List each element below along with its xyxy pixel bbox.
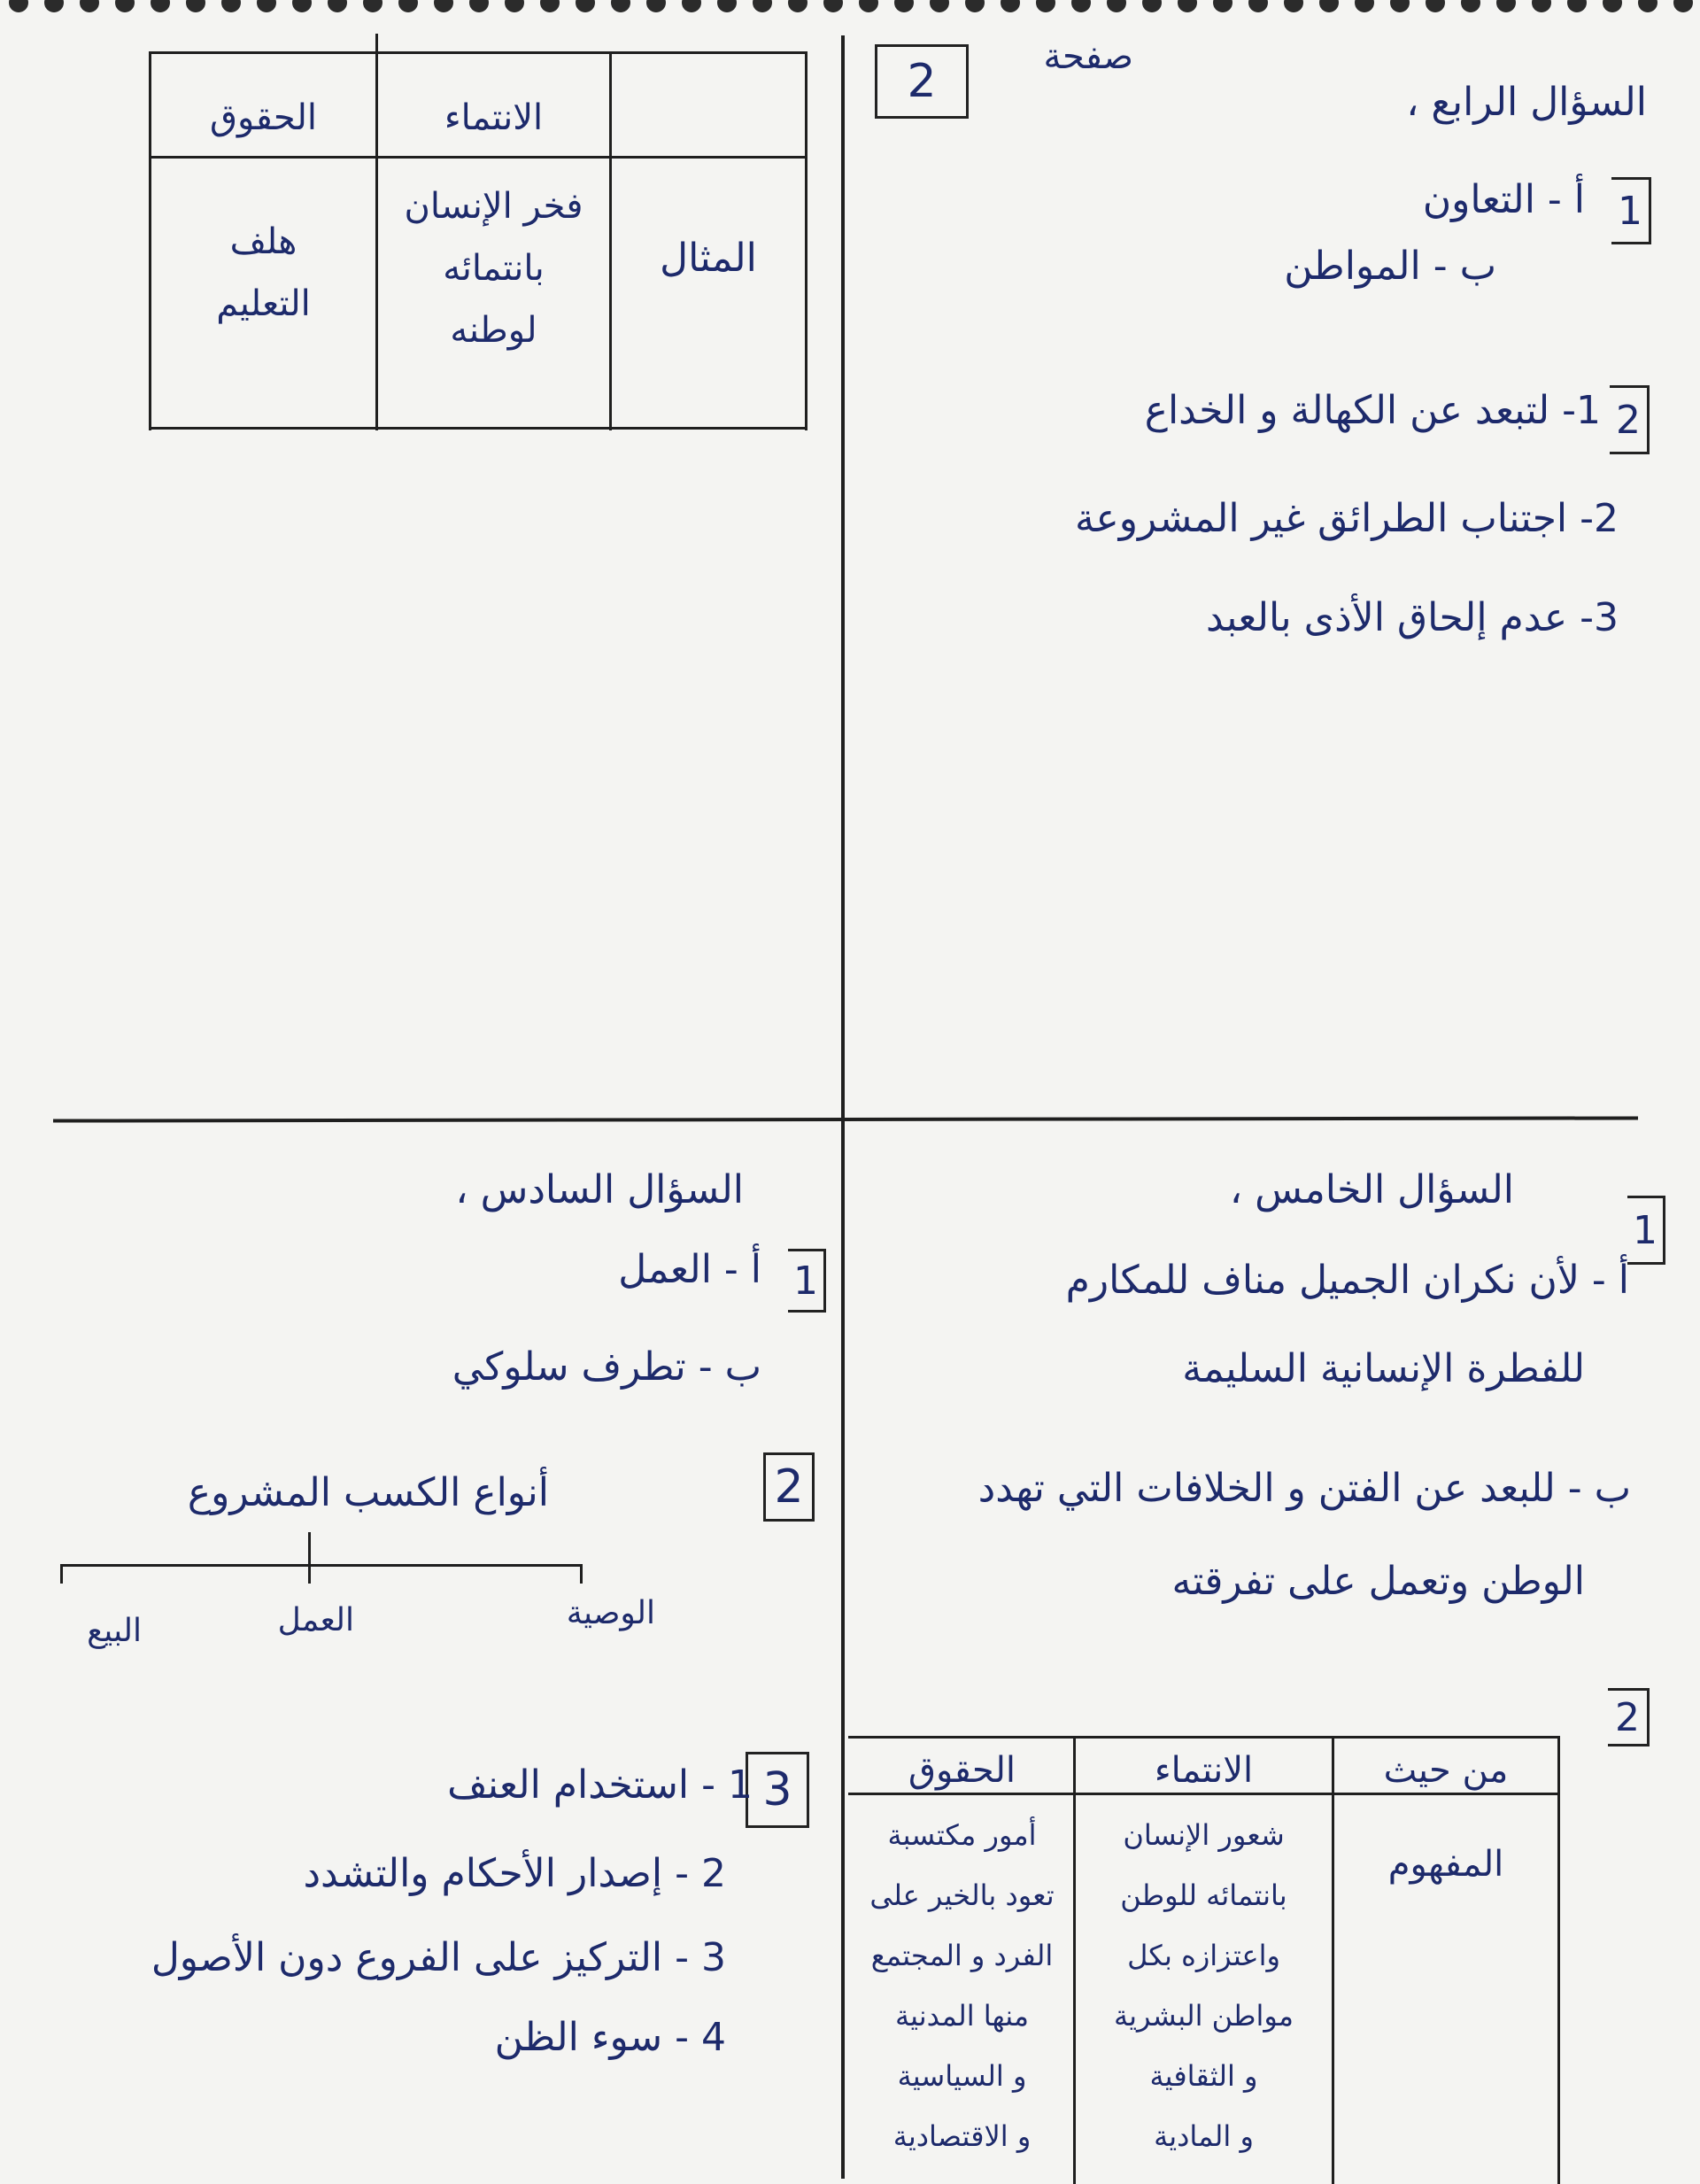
spiral-ring xyxy=(646,0,666,12)
spiral-ring xyxy=(221,0,241,12)
spiral-ring xyxy=(1673,0,1693,12)
spiral-ring xyxy=(1426,0,1445,12)
diagram-tick-middle xyxy=(308,1564,311,1584)
spiral-ring xyxy=(540,0,560,12)
spiral-ring xyxy=(894,0,914,12)
spiral-ring xyxy=(1532,0,1551,12)
q5-table-rights-line: تعود بالخير على xyxy=(869,1878,1055,1912)
top-table xyxy=(149,51,808,430)
top-table-row-label: المثال xyxy=(660,236,757,281)
spiral-ring xyxy=(328,0,347,12)
top-table-rights-line: هلف xyxy=(229,221,298,262)
spiral-ring xyxy=(1142,0,1162,12)
diagram-branch-right: الوصية xyxy=(566,1595,655,1631)
spiral-ring xyxy=(682,0,701,12)
spiral-ring xyxy=(434,0,453,12)
spiral-ring xyxy=(1284,0,1303,12)
q4-part2-item1: 1- لتبعد عن الكهالة و الخداع xyxy=(1144,388,1601,433)
q6-part3-item: 2 - إصدار الأحكام والتشدد xyxy=(303,1851,726,1896)
q4-title: السؤال الرابع ، xyxy=(1406,80,1647,125)
q5-part1-a-line1: أ - لأن نكران الجميل مناف للمكارم xyxy=(1065,1258,1629,1303)
q5-table-row-label: المفهوم xyxy=(1387,1844,1504,1885)
spiral-ring xyxy=(115,0,135,12)
top-table-belonging-cell xyxy=(378,175,609,361)
spiral-ring xyxy=(1107,0,1126,12)
q5-table-rights-line: أمور مكتسبة xyxy=(887,1818,1037,1852)
q6-title: السؤال السادس ، xyxy=(455,1167,744,1212)
q4-part2-item3: 3- عدم إلحاق الأذى بالعبد xyxy=(1205,595,1619,640)
q5-part1-a-line2: للفطرة الإنسانية السليمة xyxy=(1182,1346,1585,1391)
spiral-ring xyxy=(576,0,595,12)
q6-part3-item: 3 - التركيز على الفروع دون الأصول xyxy=(151,1935,726,1980)
spiral-ring xyxy=(1071,0,1091,12)
q5-part1-b-line2: الوطن وتعمل على تفرقته xyxy=(1171,1559,1585,1604)
page-number-box xyxy=(875,44,969,119)
top-table-rights-cell xyxy=(151,211,375,335)
q5-table-header-rights: الحقوق xyxy=(908,1750,1016,1791)
q5-table-belonging-line: شعور الإنسان xyxy=(1123,1818,1285,1852)
q5-table-belonging-line: مواطن البشرية xyxy=(1113,1999,1294,2033)
q4-part2-number: 2 xyxy=(1610,385,1650,454)
spiral-ring xyxy=(1001,0,1020,12)
q6-part3-item: 4 - سوء الظن xyxy=(494,2015,726,2060)
q6-part2-number-box: 2 xyxy=(763,1452,815,1522)
spiral-ring xyxy=(186,0,205,12)
q5-table-belonging-line: بانتمائه للوطن xyxy=(1120,1878,1287,1912)
spiral-ring xyxy=(363,0,382,12)
q5-table-border-right xyxy=(1557,1736,1560,2184)
q5-title: السؤال الخامس ، xyxy=(1229,1167,1514,1212)
spiral-ring xyxy=(292,0,312,12)
q6-part3-number-box: 3 xyxy=(746,1752,809,1828)
spiral-ring xyxy=(1319,0,1339,12)
q6-part3-item: 1 - استخدام العنف xyxy=(447,1762,753,1808)
top-table-border-top xyxy=(149,51,808,54)
spiral-ring xyxy=(44,0,64,12)
spiral-ring xyxy=(930,0,949,12)
diagram-stem xyxy=(308,1532,311,1566)
spiral-ring xyxy=(1178,0,1197,12)
diagram-tick-left xyxy=(60,1564,63,1584)
top-table-belonging-line: بانتمائه xyxy=(443,248,545,289)
spiral-ring xyxy=(1638,0,1658,12)
q6-part1-number: 1 xyxy=(788,1249,826,1313)
q5-table-rights-cell xyxy=(851,1805,1073,2166)
spiral-ring xyxy=(1248,0,1268,12)
spiral-ring xyxy=(1355,0,1374,12)
top-table-rights-line: التعليم xyxy=(216,283,311,324)
diagram-tick-right xyxy=(580,1564,583,1584)
q5-table-belonging-line: واعتزازه بكل xyxy=(1127,1939,1280,1972)
spiral-ring xyxy=(611,0,630,12)
spiral-ring xyxy=(1213,0,1232,12)
q5-table-belonging-line: و الثقافية xyxy=(1149,2059,1258,2093)
spiral-ring xyxy=(151,0,170,12)
q4-part1-b: ب - المواطن xyxy=(1284,244,1496,289)
top-table-header-rights: الحقوق xyxy=(209,97,318,138)
q6-part1-a: أ - العمل xyxy=(618,1247,761,1292)
spiral-ring xyxy=(1036,0,1055,12)
q5-table-border-top xyxy=(848,1736,1560,1739)
q4-part2-item2: 2- اجتناب الطرائق غير المشروعة xyxy=(1074,496,1619,541)
q5-table xyxy=(848,1736,1560,2184)
q5-table-col-divider-2 xyxy=(1332,1736,1334,2184)
spiral-ring xyxy=(753,0,772,12)
q5-table-rights-line: و الاقتصادية xyxy=(892,2119,1032,2153)
spiral-ring xyxy=(469,0,489,12)
horizontal-divider xyxy=(53,1116,1638,1122)
spiral-ring xyxy=(788,0,808,12)
q5-table-rights-line: الفرد و المجتمع xyxy=(870,1939,1054,1972)
top-table-belonging-line: لوطنه xyxy=(450,310,537,351)
spiral-ring xyxy=(859,0,878,12)
spiral-ring xyxy=(9,0,28,12)
q5-part1-b-line1: ب - للبعد عن الفتن و الخلافات التي تهدد xyxy=(978,1466,1631,1511)
top-table-header-divider xyxy=(149,156,808,159)
q5-table-belonging-cell xyxy=(1076,1805,1332,2166)
earning-types-diagram xyxy=(53,1470,655,1683)
spiral-ring xyxy=(1567,0,1587,12)
diagram-branch-middle: العمل xyxy=(277,1602,354,1638)
top-table-header-belonging: الانتماء xyxy=(444,97,544,138)
vertical-divider xyxy=(841,35,845,2179)
q4-part1-a: أ - التعاون xyxy=(1422,177,1585,222)
spiral-ring xyxy=(80,0,99,12)
spiral-ring xyxy=(398,0,418,12)
q6-part1-b: ب - تطرف سلوكي xyxy=(452,1344,761,1390)
spiral-ring xyxy=(505,0,524,12)
spiral-ring xyxy=(1461,0,1480,12)
q4-part1-number: 1 xyxy=(1611,177,1651,244)
top-table-border-right xyxy=(805,51,808,430)
q5-table-header-belonging: الانتماء xyxy=(1154,1750,1254,1791)
spiral-ring xyxy=(717,0,737,12)
q5-part2-number: 2 xyxy=(1608,1688,1650,1746)
top-table-belonging-line: فخر الإنسان xyxy=(404,186,583,227)
q5-table-belonging-line: و المادية xyxy=(1154,2119,1254,2153)
q5-part1-number: 1 xyxy=(1627,1196,1665,1265)
spiral-ring xyxy=(1603,0,1622,12)
spiral-ring xyxy=(965,0,985,12)
diagram-branch-left: البيع xyxy=(87,1613,142,1649)
spiral-binding xyxy=(0,0,1700,23)
q5-table-header-aspect: من حيث xyxy=(1383,1750,1509,1791)
top-table-border-bottom xyxy=(149,427,808,430)
page-number: 2 xyxy=(907,55,937,108)
q5-table-rights-line: و السياسية xyxy=(897,2059,1027,2093)
spiral-ring xyxy=(1390,0,1410,12)
q5-table-rights-line: منها المدنية xyxy=(894,1999,1030,2033)
spiral-ring xyxy=(1496,0,1516,12)
diagram-title: أنواع الكسب المشروع xyxy=(187,1470,549,1515)
spiral-ring xyxy=(257,0,276,12)
page-box-label: صفحة xyxy=(1043,36,1133,77)
spiral-ring xyxy=(823,0,843,12)
diagram-horizontal-line xyxy=(60,1564,583,1567)
